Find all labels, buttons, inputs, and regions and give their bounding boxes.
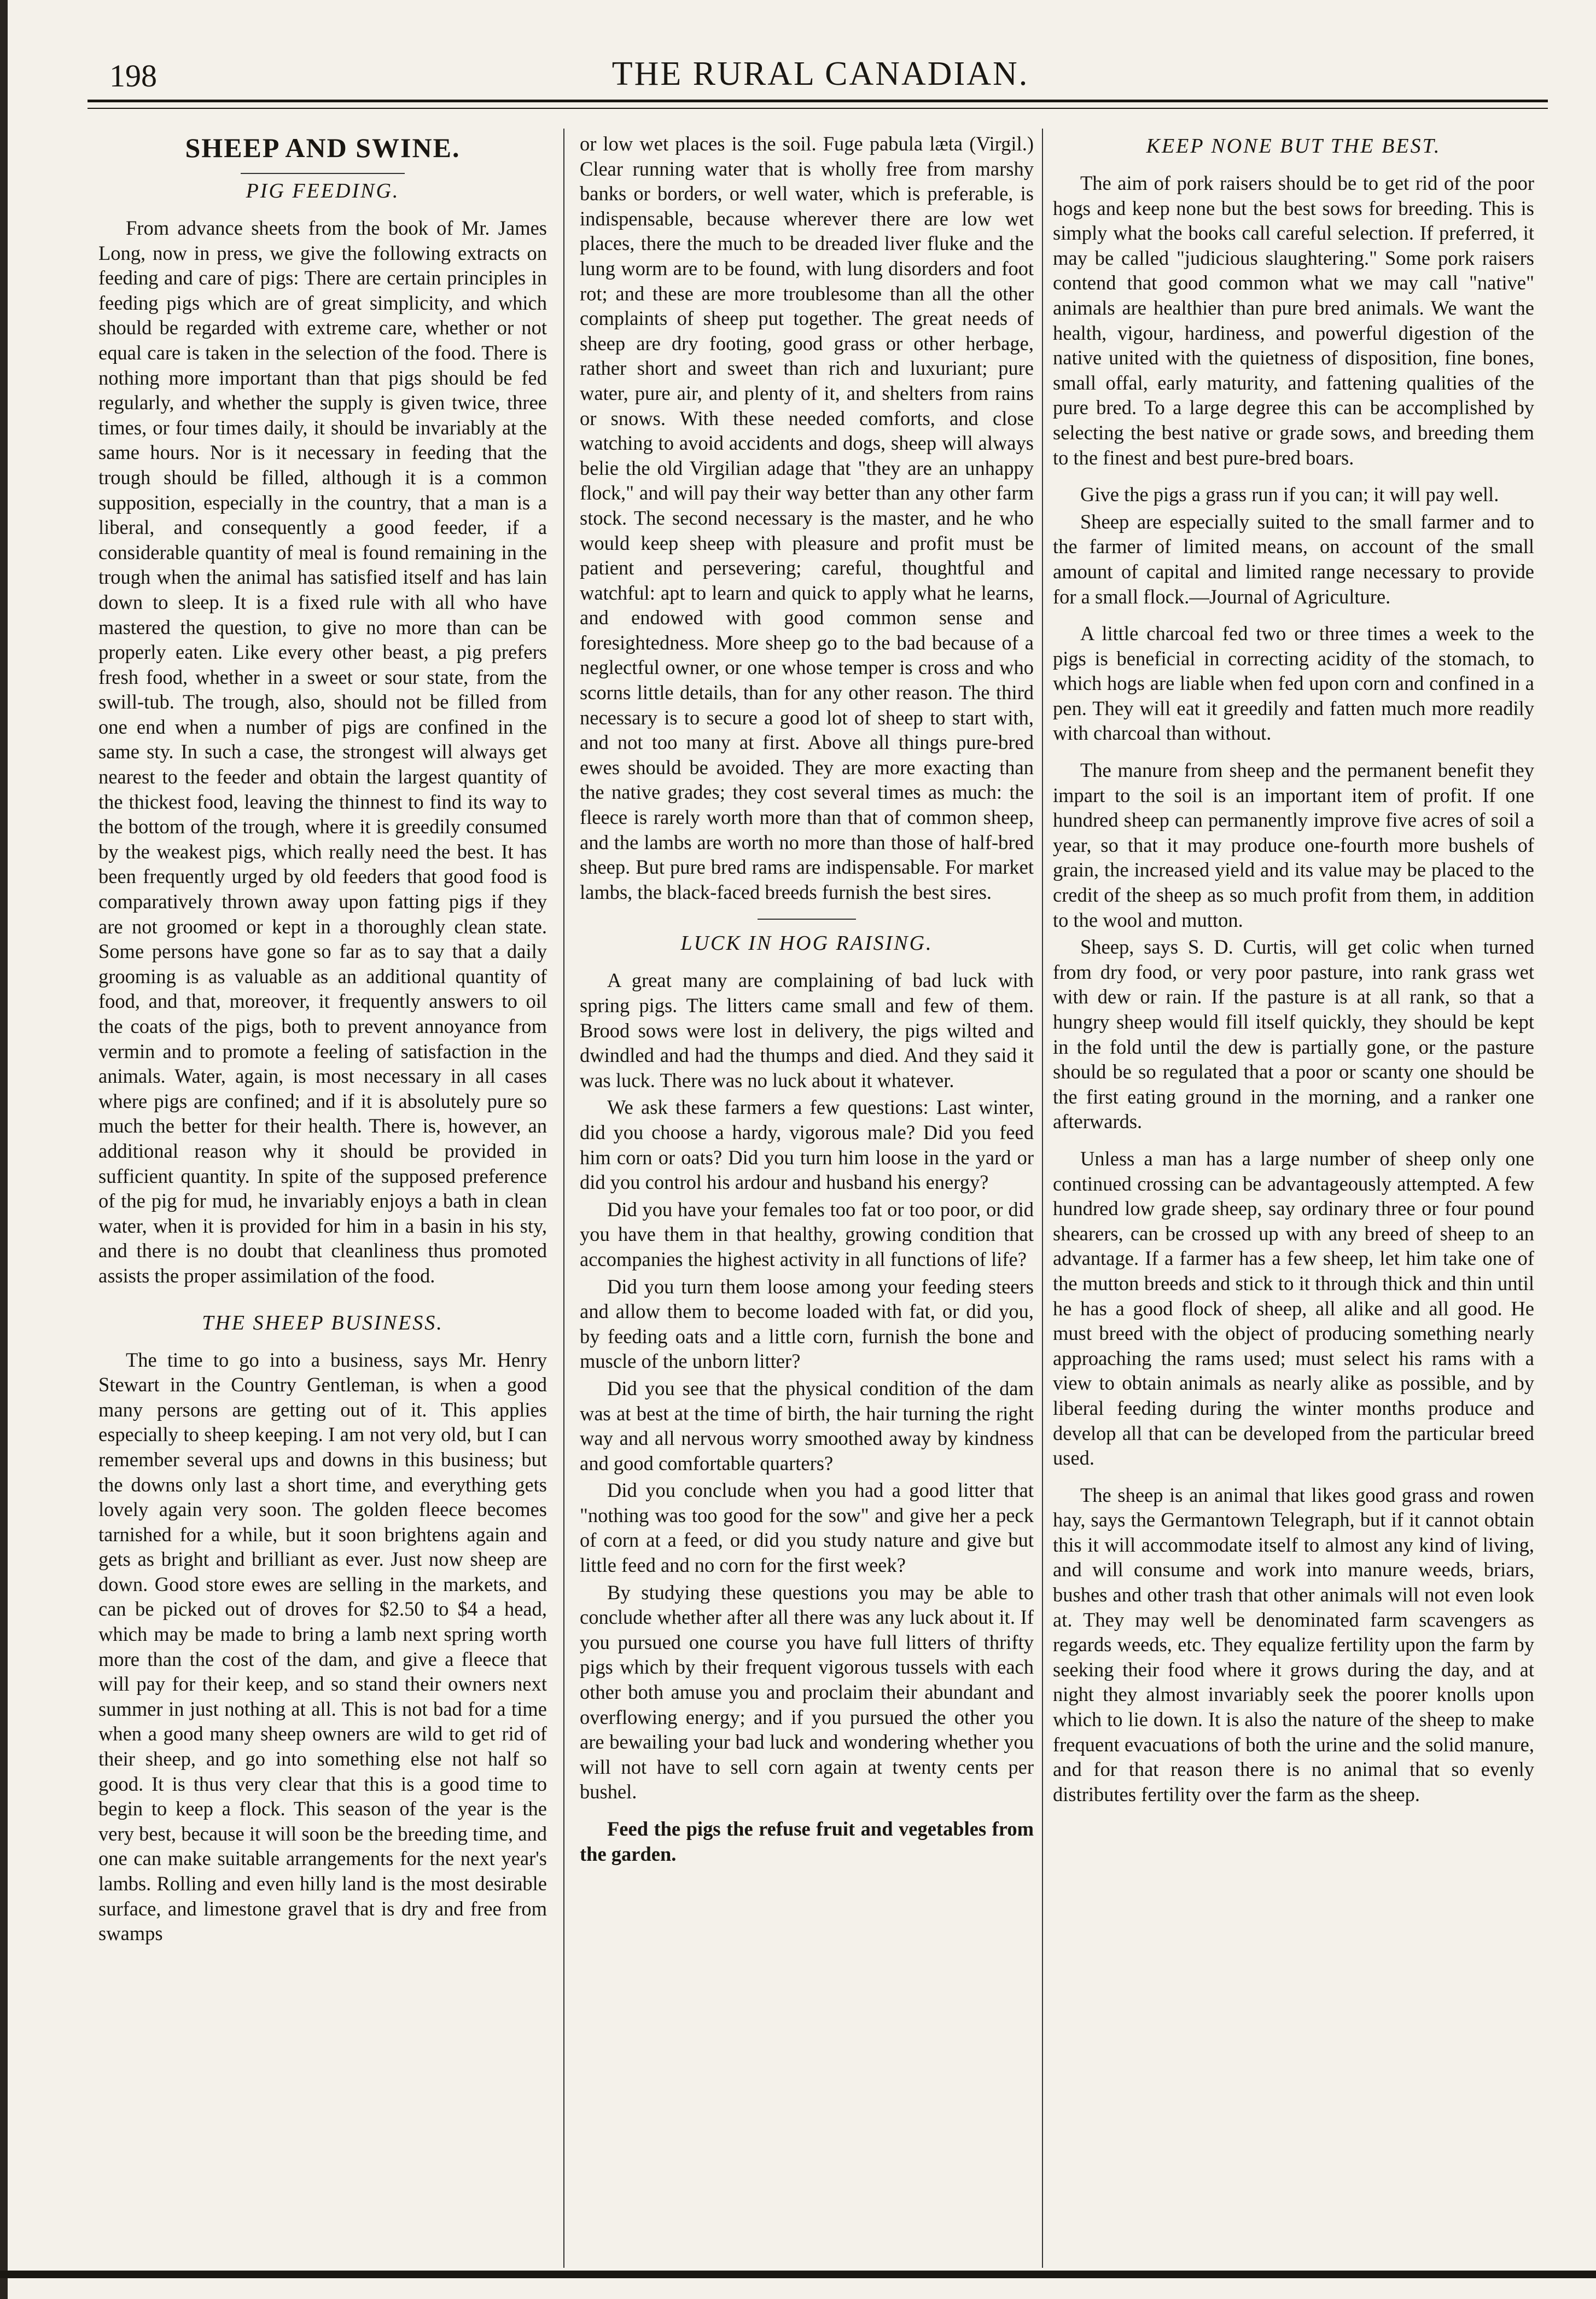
article-body-keep-none-but-best: The aim of pork raisers should be to get rid of the poor hogs and keep none but the best sows for breeding. This is simply what the books call careful selection. If preferred, it may be called "judicious slaughtering." Some pork raisers contend that good common what we may call "native" animals are healthier than pure bred animals. We want the health, vigour, hardiness, and powerful digestion of the native united with the quietness of disposition, fine bones, small offal, early maturity, and fattening qualities of the pure bred. To a large degree this can be accomplished by selecting the best native or grade sows, and breeding them to the finest and best pure-bred boars. — [1053, 172, 1534, 469]
article-title-luck-in-hog-raising: LUCK IN HOG RAISING. — [680, 932, 933, 955]
note-grass-run: Give the pigs a grass run if you can; it will pay well. — [1080, 483, 1499, 506]
column-divider — [563, 129, 564, 2268]
page-edge-shadow — [0, 0, 8, 2299]
paragraph: Did you turn them loose among your feeding steers and allow them to become loaded with fat, or did you, by feeding oats and a little corn, furnish the bone and muscle of the unborn litter? — [580, 1275, 1034, 1373]
paragraph: By studying these questions you may be able to conclude whether after all there was any luck about it. If you pursued one course you have full litters of thrifty pigs which by their frequent vigorous tussels with each other both amuse you and proclaim their abundant and overflowing energy; and if you pursued the other you are bewailing your bad luck and wondering whether you will not have to sell corn again at twenty cents per bushel. — [580, 1581, 1034, 1803]
note-small-farmer: Sheep are especially suited to the small farmer and to the farmer of limited means, on account of the small amount of capital and limited range necessary to provide for a small flock.—Journal of Agriculture. — [1053, 510, 1534, 608]
article-body-sheep-business: The time to go into a business, says Mr. Henry Stewart in the Country Gentleman, is when a good many persons are getting out of it. This applies especially to sheep keeping. I am not very old, but I can remember several ups and downs in this business; but the downs only last a short time, and everything gets lovely again very soon. The golden fleece becomes tarnished for a while, but it soon brightens again and gets as bright and brilliant as ever. Just now sheep are down. Good store ewes are selling in the markets, and can be picked out of droves for $2.50 to $4 a head, which may be made to bring a lamb next spring worth more than the cost of the dam, and give a fleece that will pay for their keep, and so stand their owners next summer in just nothing at all. This is not bad for a time when a good many sheep owners are wild to get rid of their sheep, and go into something else not half so good. It is thus very clear that this is a good time to begin to keep a flock. This season of the year is the very best, because it will soon be the breeding time, and one can make suitable arrangements for the next year's lambs. Rolling and even hilly land is the most desirable surface, and limestone gravel that is dry and free from swamps — [98, 1348, 547, 1945]
column-right — [1053, 131, 1534, 2254]
header-rule-thin — [88, 108, 1548, 109]
article-body-pig-feeding: From advance sheets from the book of Mr. James Long, now in press, we give the following extracts on feeding and care of pigs: There are certain principles in feeding pigs which are of great simplicity, and which should be regarded with extreme care, whether or not equal care is taken in the selection of the food. There is nothing more important than that pigs should be fed regularly, and whether the supply is given twice, three times, or four times daily, it should be invariably at the same hours. Nor is it necessary in feeding that the trough should be filled, although it is a common supposition, especially in the country, that a man is a liberal, and consequently a good feeder, if a considerable quantity of meal is found remaining in the trough when the animal has satisfied itself and has lain down to sleep. It is a fixed rule with all who have mastered the question, to give no more than can be properly eaten. Like every other beast, a pig prefers fresh food, whether in a sweet or sour state, from the swill-tub. The trough, also, should not be filled from one end when a number of pigs are confined in the same sty. In such a case, the strongest will always get nearest to the feeder and obtain the largest quantity of the thickest food, leaving the thinnest to find its way to the bottom of the trough, where it is greedily consumed by the weakest pigs, which really need the best. It has been frequently urged by old feeders that good food is comparatively thrown away upon fatting pigs if they are not groomed or kept in a thoroughly clean state. Some persons have gone so far as to say that a daily grooming is as valuable as an additional quantity of food, and that, moreover, it frequently answers to oil the coats of the pigs, both to prevent annoyance from vermin and to promote a feeling of satisfaction in the animals. Water, again, is most necessary in all cases where pigs are confined; and if it is absolutely pure so much the better for their health. There is, however, an additional reason why it should be provided in sufficient quantity. In spite of the supposed preference of the pig for mud, he invariably enjoys a bath in clean water, when it is provided for him in a basin in his sty, and there is no doubt that cleanliness thus promoted assists the proper assimilation of the food. — [98, 217, 547, 1287]
article-title-pig-feeding: PIG FEEDING. — [241, 173, 405, 204]
paragraph: A great many are complaining of bad luck with spring pigs. The litters came small and few of them. Brood sows were lost in delivery, the pigs wilted and dwindled and had the thumps and died. And they said it was luck. There was no luck about it whatever. — [580, 969, 1034, 1092]
note-feed-refuse: Feed the pigs the refuse fruit and vegetables from the garden. — [580, 1818, 1034, 1865]
note-manure: The manure from sheep and the permanent benefit they impart to the soil is an important item of profit. If one hundred sheep can permanently improve five acres of soil a year, so that it may produce one-fourth more bushels of grain, the increased yield and its value may be placed to the credit of the sheep as so much profit from them, in addition to the wool and mutton. — [1053, 759, 1534, 931]
column-middle — [580, 131, 1034, 2254]
article-body-sheep-business-continued: or low wet places is the soil. Fuge pabula læta (Virgil.) Clear running water that is wholly free from marshy banks or borders, or well water, which is preferable, is indispensable, because wherever there are low wet places, there the much to be dreaded liver fluke and the lung worm are to be found, with lung disorders and foot rot; and these are more troublesome than all the other complaints of sheep put together. The great needs of sheep are dry footing, good grass or other herbage, rather short and sweet than rich and luxuriant; pure water, pure air, and plenty of it, and shelters from rains or snows. With these needed comforts, and close watching to avoid accidents and dogs, sheep will always belie the old Virgilian adage that "they are an unhappy flock," and will pay their way better than any other farm stock. The second necessary is the master, and he who would keep sheep with pleasure and profit must be patient and persevering; careful, thoughtful and watchful: apt to learn and quick to apply what he learns, and endowed with good common sense and foresightedness. More sheep go to the bad because of a neglectful owner, or one whose temper is cross and who scorns little details, than for any other reason. The third necessary is to secure a good lot of sheep to start with, and not too many at first. Above all things pure-bred ewes should be avoided. They are more exacting than the native grades; they cost several times as much: the fleece is rarely worth more than that of common sheep, and the lambs are worth no more than those of half-bred sheep. But pure bred rams are indispensable. For market lambs, the black-faced breeds furnish the best sires. — [580, 132, 1034, 903]
column-left — [98, 131, 547, 2254]
page-header — [82, 52, 1559, 101]
page-number: 198 — [109, 58, 157, 94]
note-colic: Sheep, says S. D. Curtis, will get colic when turned from dry food, or very poor pasture, into rank grass wet with dew or rain. If the pasture is at all rank, so that a hungry sheep would fill itself quickly, they should be kept in the fold until the dew is partially gone, or the pasture should be so regulated that a poor or scanty one should be the first eating ground in the morning, and a ranker one afterwards. — [1053, 936, 1534, 1133]
article-title-sheep-business: THE SHEEP BUSINESS. — [202, 1311, 444, 1334]
note-scavengers: The sheep is an animal that likes good grass and rowen hay, says the Germantown Telegraph, but if it cannot obtain this it will accommodate itself to almost any kind of living, and will consume and work into manure weeds, briars, bushes and other trash that other animals will not even look at. They may well be denominated farm scavengers as regards weeds, etc. They equalize fertility upon the farm by seeking their food where it grows during the day, and at night they almost invariably seek the poorer knolls upon which to lie down. It is also the nature of the sheep to make frequent evacuations of both the urine and the solid manure, and for that reason there is no animal that so evenly distributes fertility over the farm as the sheep. — [1053, 1483, 1534, 1805]
note-crossing: Unless a man has a large number of sheep only one continued crossing can be advantageously attempted. A few hundred low grade sheep, say ordinary three or four pound shearers, can be crossed up with any breed of sheep to an advantage. If a farmer has a few sheep, let him take one of the mutton breeds and stick to it through thick and thin until he has a good flock of sheep, all alike and all good. He must breed with the object of producing something nearly approaching the rams used; must select his rams with a view to obtain animals as nearly alike as possible, and by liberal feeding during the winter months produce and develop all that can be developed from the particular breed used. — [1053, 1147, 1534, 1470]
running-head: THE RURAL CANADIAN. — [611, 55, 1029, 92]
section-title: SHEEP AND SWINE. — [185, 132, 461, 163]
paragraph: Did you see that the physical condition of the dam was at best at the time of birth, the hair turning the right way and all nervous worry smoothed away by kindness and good comfortable quarters? — [580, 1377, 1034, 1474]
header-rule-thick — [88, 100, 1548, 102]
article-separator — [758, 919, 856, 920]
footer-rule — [0, 2271, 1596, 2278]
column-divider — [1042, 129, 1043, 2268]
note-charcoal: A little charcoal fed two or three times a week to the pigs is beneficial in correcting acidity of the stomach, to which hogs are liable when fed upon corn and confined in a pen. They will eat it greedily and fatten much more readily with charcoal than without. — [1053, 622, 1534, 745]
paragraph: We ask these farmers a few questions: Last winter, did you choose a hardy, vigorous male? Did you feed him corn or oats? Did you turn him loose in the yard or did you control his ardour and husband his energy? — [580, 1096, 1034, 1194]
article-title-keep-none-but-best: KEEP NONE BUT THE BEST. — [1146, 135, 1441, 158]
paragraph: Did you have your females too fat or too poor, or did you have them in that healthy, growing condition that accompanies the highest activity in all functions of life? — [580, 1198, 1034, 1270]
paragraph: Did you conclude when you had a good litter that "nothing was too good for the sow" and give her a peck of corn at a feed, or did you study nature and give but little feed and no corn for the first week? — [580, 1479, 1034, 1577]
